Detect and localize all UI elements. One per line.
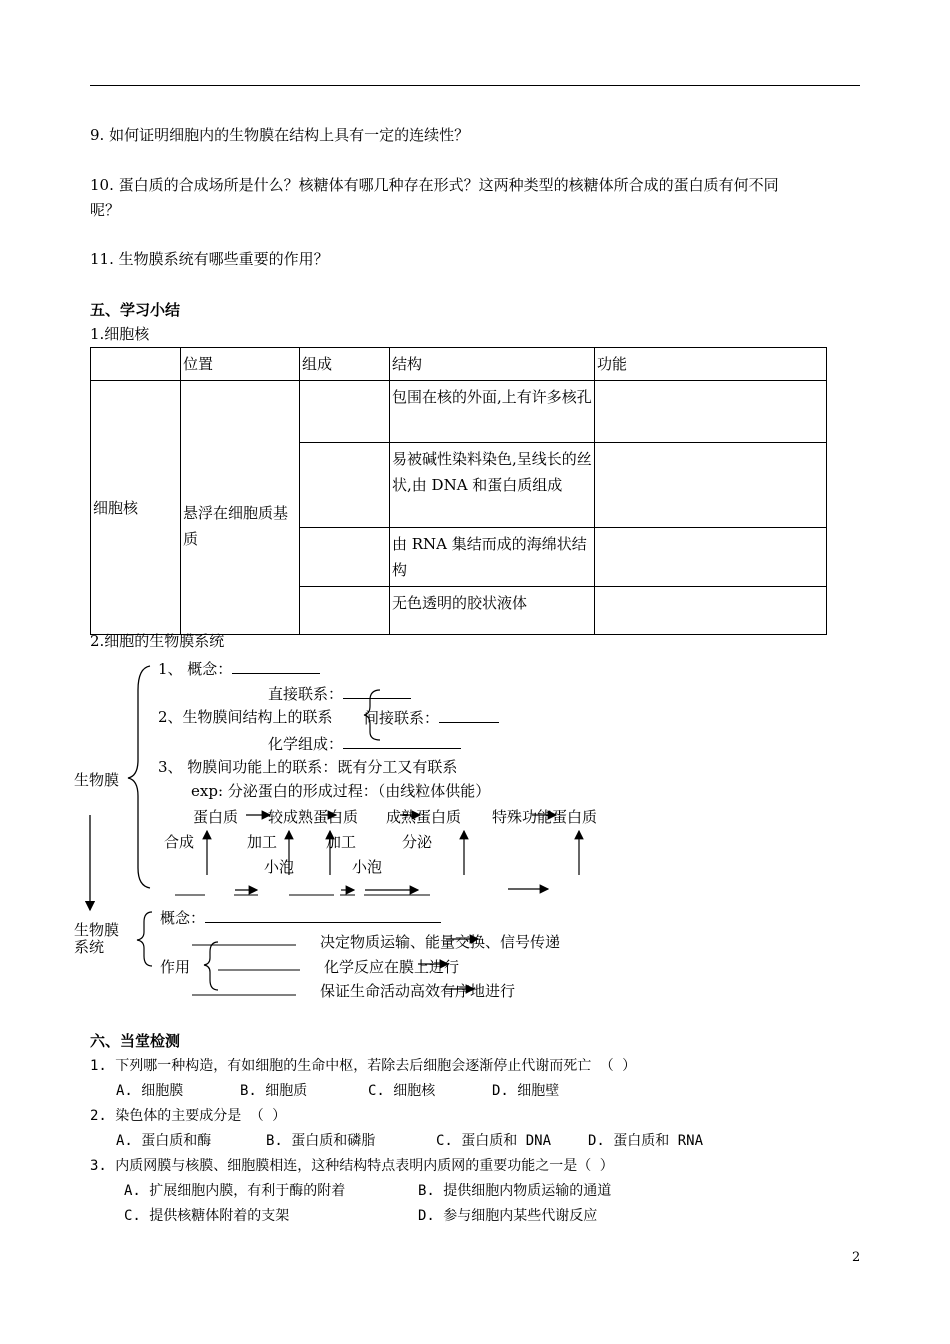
table-header-cell: 位置 bbox=[181, 348, 300, 381]
indirect-link bbox=[364, 706, 499, 728]
page-number: 2 bbox=[852, 1250, 861, 1265]
structure-cell: 包围在核的外面,上有许多核孔 bbox=[390, 381, 595, 443]
item-3-label: 3、 物膜间功能上的联系：既有分工又有联系 bbox=[158, 758, 458, 776]
direct-label: 直接联系： bbox=[268, 685, 344, 703]
role-3: 保证生命活动高效有序地进行 bbox=[320, 982, 516, 1000]
label-system-1: 生物膜 bbox=[74, 921, 120, 939]
big-brace bbox=[128, 666, 150, 888]
label-membrane: 生物膜 bbox=[74, 771, 120, 789]
step-process-1: 加工 bbox=[247, 833, 278, 851]
label-system-2: 系统 bbox=[74, 938, 105, 956]
role-1: 决定物质运输、能量交换、信号传递 bbox=[320, 933, 561, 951]
system-concept bbox=[160, 906, 441, 928]
system-concept-label: 概念： bbox=[160, 909, 206, 927]
role-label: 作用 bbox=[160, 958, 191, 976]
table-header-cell: 结构 bbox=[390, 348, 595, 381]
flow-functional: 特殊功能蛋白质 bbox=[492, 808, 598, 826]
flow-protein: 蛋白质 bbox=[193, 808, 239, 826]
q1-option-a: A. 细胞膜 bbox=[116, 1083, 184, 1099]
row-label-cell: 细胞核 bbox=[91, 381, 181, 635]
step-secretion: 分泌 bbox=[402, 833, 433, 851]
q1-option-c: C. 细胞核 bbox=[368, 1083, 436, 1099]
q1-option-d: D. 细胞壁 bbox=[492, 1083, 560, 1099]
section6-title: 六、当堂检测 bbox=[90, 1032, 181, 1050]
concept-blank bbox=[232, 657, 320, 674]
role-2: 化学反应在膜上进行 bbox=[324, 958, 460, 976]
vesicle-1: 小泡 bbox=[264, 858, 295, 876]
direct-link bbox=[268, 682, 411, 704]
item-1-concept bbox=[158, 657, 320, 679]
table-header-cell: 功能 bbox=[595, 348, 827, 381]
q3-option-a: A. 扩展细胞内膜，有利于酶的附着 bbox=[124, 1183, 346, 1199]
q2-option-c: C. 蛋白质和 DNA bbox=[436, 1133, 552, 1149]
direct-blank bbox=[343, 682, 411, 699]
question-10-line1: 10. 蛋白质的合成场所是什么？核糖体有哪几种存在形式？这两种类型的核糖体所合成的蛋白质有何不同 bbox=[90, 176, 779, 194]
q2-option-a: A. 蛋白质和酶 bbox=[116, 1133, 212, 1149]
chem-label: 化学组成： bbox=[268, 735, 344, 753]
indirect-label: 间接联系： bbox=[364, 709, 440, 727]
system-brace bbox=[137, 912, 152, 966]
question-9: 9. 如何证明细胞内的生物膜在结构上具有一定的连续性？ bbox=[90, 126, 470, 144]
q3-option-d: D. 参与细胞内某些代谢反应 bbox=[418, 1208, 598, 1224]
q3-option-b: B. 提供细胞内物质运输的通道 bbox=[418, 1183, 612, 1199]
item-1-label: 1、 概念： bbox=[158, 660, 233, 678]
structure-cell: 无色透明的胶状液体 bbox=[390, 587, 595, 635]
section5-title: 五、学习小结 bbox=[90, 301, 181, 319]
step-process-2: 加工 bbox=[326, 833, 357, 851]
indirect-blank bbox=[439, 706, 499, 723]
question-10-line2: 呢？ bbox=[90, 201, 121, 219]
question-11: 11. 生物膜系统有哪些重要的作用？ bbox=[90, 250, 329, 268]
test-q2: 2. 染色体的主要成分是 （ ） bbox=[90, 1108, 287, 1124]
position-cell: 悬浮在细胞质基质 bbox=[181, 381, 300, 635]
flow-mature: 成熟蛋白质 bbox=[386, 808, 462, 826]
test-q1: 1. 下列哪一种构造，有如细胞的生命中枢，若除去后细胞会逐渐停止代谢而死亡 （ ） bbox=[90, 1058, 637, 1074]
chem-composition bbox=[268, 732, 461, 754]
section5-sub1: 1.细胞核 bbox=[90, 325, 150, 343]
q2-option-d: D. 蛋白质和 RNA bbox=[588, 1133, 704, 1149]
section5-sub2: 2.细胞的生物膜系统 bbox=[90, 632, 225, 650]
role-brace bbox=[204, 942, 218, 990]
structure-cell: 易被碱性染料染色,呈线长的丝状,由 DNA 和蛋白质组成 bbox=[390, 443, 595, 528]
test-q3: 3. 内质网膜与核膜、细胞膜相连，这种结构特点表明内质网的重要功能之一是（ ） bbox=[90, 1158, 614, 1174]
q1-option-b: B. 细胞质 bbox=[240, 1083, 308, 1099]
structure-cell: 由 RNA 集结而成的海绵状结构 bbox=[390, 528, 595, 587]
flow-semi-mature: 较成熟蛋白质 bbox=[268, 808, 359, 826]
q3-option-c: C. 提供核糖体附着的支架 bbox=[124, 1208, 290, 1224]
item-2-label: 2、生物膜间结构上的联系 bbox=[158, 708, 333, 726]
exp-line: exp: 分泌蛋白的形成过程：（由线粒体供能） bbox=[191, 782, 491, 800]
table-header-cell: 组成 bbox=[300, 348, 390, 381]
q2-option-b: B. 蛋白质和磷脂 bbox=[266, 1133, 376, 1149]
chem-blank bbox=[343, 732, 461, 749]
vesicle-2: 小泡 bbox=[352, 858, 383, 876]
system-concept-blank bbox=[205, 906, 441, 923]
step-synthesis: 合成 bbox=[164, 833, 195, 851]
